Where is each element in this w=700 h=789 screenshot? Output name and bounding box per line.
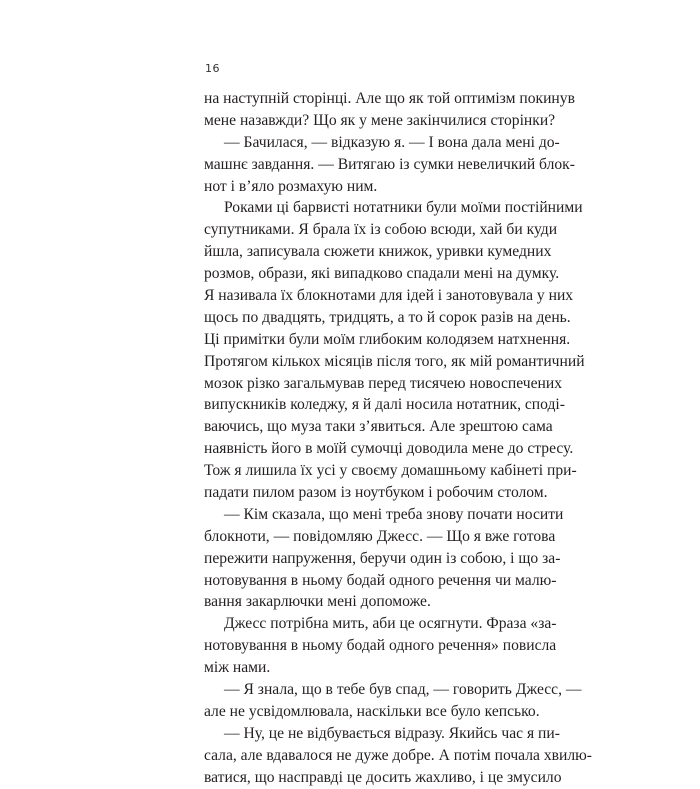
text-line: наявність його в моїй сумочці доводила мене до стресу. (204, 440, 574, 458)
text-line: падати пилом разом із ноутбуком і робочим столом. (204, 484, 548, 502)
body-text (204, 88, 592, 789)
text-line: нот і в’яло розмахую ним. (204, 177, 378, 195)
text-line: нотовування в ньому бодай одного речення чи малю- (204, 571, 557, 589)
text-line: Тож я лишила їх усі у своєму домашньому кабінеті при- (204, 462, 577, 480)
text-line: ватися, що насправді це досить жахливо, і це змусило (204, 768, 562, 786)
text-line: Ці примітки були моїм глибоким колодязем натхнення. (204, 330, 571, 348)
text-line: мене назавжди? Що як у мене закінчилися сторінки? (204, 111, 556, 129)
text-line: сала, але вдавалося не дуже добре. А потім почала хвилю- (204, 746, 592, 764)
text-line: щось по двадцять, тридцять, а то й сорок разів на день. (204, 308, 571, 326)
text-line: мозок різко загальмував перед тисячею новоспечених (204, 374, 563, 392)
text-line: випускників коледжу, я й далі носила нотатник, сподi- (204, 396, 565, 414)
text-line: на наступній сторінці. Але що як той оптимізм покинув (204, 90, 575, 107)
text-line: розмов, образи, які випадково спадали мені на думку. (204, 265, 560, 283)
text-line: — Я знала, що в тебе був спад, — говорить Джесс, — (224, 681, 582, 699)
text-line: але не усвідомлювала, наскільки все було кепсько. (204, 702, 540, 720)
text-line: вання закарлючки мені допоможе. (204, 593, 431, 611)
text-line: Роками ці барвисті нотатники були моїми постійними (224, 199, 583, 217)
text-line: — Ну, це не відбувається відразу. Якийсь час я пи- (224, 724, 560, 742)
text-line: йшла, записувала сюжети книжок, уривки кумедних (204, 243, 552, 261)
text-line: Протягом кількох місяців після того, як мій романтичний (204, 352, 585, 370)
text-line: Джесс потрібна мить, аби це осягнути. Фраза «за- (224, 615, 557, 633)
text-line: ваючись, що муза таки з’явиться. Але зрештою сама (204, 418, 553, 436)
text-line: блокноти, — повідомляю Джесс. — Що я вже готова (204, 527, 556, 545)
text-line: машнє завдання. — Витягаю із сумки невеличкий блок- (204, 155, 575, 173)
page-number: 16 (205, 62, 220, 75)
text-line: між нами. (204, 659, 271, 677)
text-line: Я називала їх блокнотами для ідей і занотовувала у них (204, 287, 574, 305)
text-line: — Кім сказала, що мені треба знову почати носити (224, 505, 564, 523)
text-line: пережити напруження, беручи один із собою, і що за- (204, 549, 561, 567)
text-line: супутниками. Я брала їх із собою всюди, хай би куди (204, 221, 558, 239)
text-line: нотовування в ньому бодай одного речення» повисла (204, 637, 557, 655)
text-line: — Бачилася, — відказую я. — І вона дала мені до- (224, 133, 560, 151)
